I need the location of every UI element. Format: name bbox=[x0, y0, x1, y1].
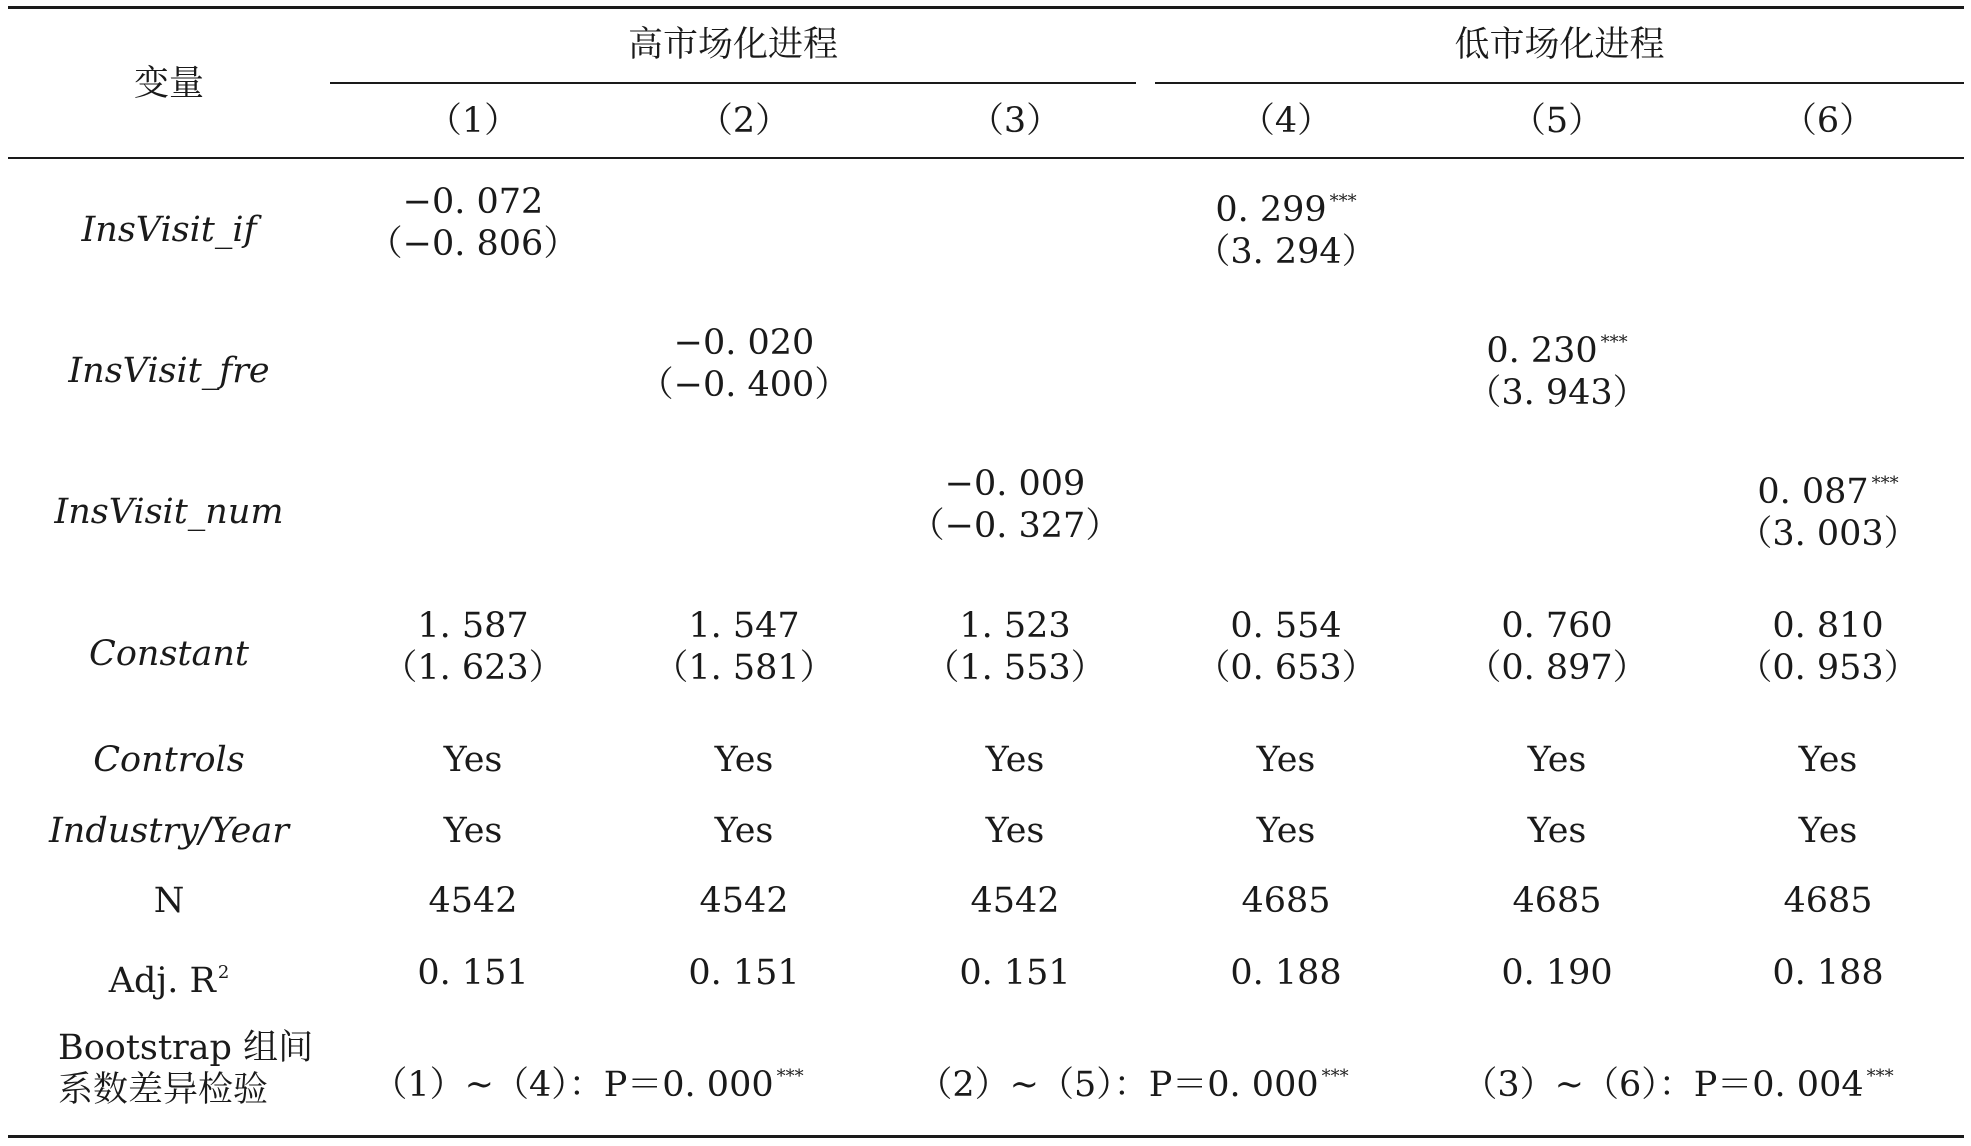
column-header-6: （6） bbox=[1781, 101, 1875, 141]
significance-stars: *** bbox=[776, 1066, 804, 1087]
constant-col3 bbox=[880, 605, 1150, 689]
coefficient: 1. 587 bbox=[417, 606, 529, 646]
bottom-rule bbox=[8, 1135, 1964, 1138]
constant-col5 bbox=[1422, 605, 1692, 689]
regression-table bbox=[8, 0, 1964, 1146]
row-label-bootstrap bbox=[58, 1027, 328, 1111]
significance-stars: *** bbox=[1329, 191, 1357, 212]
n-col2: 4542 bbox=[699, 881, 789, 921]
group-high-underline bbox=[330, 82, 1136, 84]
row-label-adj-r2 bbox=[8, 952, 330, 1002]
controls-col5: Yes bbox=[1527, 740, 1587, 780]
coefficient: 1. 547 bbox=[688, 606, 800, 646]
coefficient: 0. 087 bbox=[1757, 472, 1869, 512]
bootstrap-test-text: （3）~（6）：P＝0. 004 bbox=[1462, 1065, 1864, 1105]
constant-col2 bbox=[609, 605, 879, 689]
t-statistic: （1. 581） bbox=[653, 648, 835, 688]
coefficient: 0. 760 bbox=[1501, 606, 1613, 646]
controls-col4: Yes bbox=[1256, 740, 1316, 780]
constant-col4 bbox=[1151, 605, 1421, 689]
t-statistic: （0. 653） bbox=[1195, 648, 1377, 688]
column-header-2: （2） bbox=[697, 101, 791, 141]
industry-year-col1: Yes bbox=[443, 811, 503, 851]
n-col6: 4685 bbox=[1783, 881, 1873, 921]
t-statistic: （3. 003） bbox=[1737, 514, 1919, 554]
adj-r2-col6: 0. 188 bbox=[1772, 953, 1884, 993]
t-statistic: （3. 294） bbox=[1195, 232, 1377, 272]
coefficient: 0. 554 bbox=[1230, 606, 1342, 646]
row-label-insvisit-num: InsVisit_num bbox=[54, 492, 284, 532]
n-col3: 4542 bbox=[970, 881, 1060, 921]
controls-col1: Yes bbox=[443, 740, 503, 780]
bootstrap-test-1 bbox=[348, 1056, 828, 1106]
t-statistic: （−0. 400） bbox=[638, 365, 850, 405]
adj-r2-col1: 0. 151 bbox=[417, 953, 529, 993]
industry-year-col6: Yes bbox=[1798, 811, 1858, 851]
controls-col6: Yes bbox=[1798, 740, 1858, 780]
group-low-underline bbox=[1155, 82, 1964, 84]
insvisit-if-col4 bbox=[1151, 181, 1421, 273]
significance-stars: *** bbox=[1600, 332, 1628, 353]
header-rule bbox=[8, 157, 1964, 159]
insvisit-fre-col5 bbox=[1422, 322, 1692, 414]
coefficient: 0. 810 bbox=[1772, 606, 1884, 646]
t-statistic: （−0. 806） bbox=[367, 224, 579, 264]
t-statistic: （1. 623） bbox=[382, 648, 564, 688]
adj-r2-col4: 0. 188 bbox=[1230, 953, 1342, 993]
n-col5: 4685 bbox=[1512, 881, 1602, 921]
coefficient: −0. 009 bbox=[944, 464, 1086, 504]
column-header-1: （1） bbox=[426, 101, 520, 141]
row-label-industry-year: Industry/Year bbox=[48, 811, 289, 851]
bootstrap-label-line2: 系数差异检验 bbox=[58, 1070, 269, 1110]
t-statistic: （0. 953） bbox=[1737, 648, 1919, 688]
coefficient: 0. 299 bbox=[1215, 190, 1327, 230]
adj-r2-col2: 0. 151 bbox=[688, 953, 800, 993]
industry-year-col3: Yes bbox=[985, 811, 1045, 851]
insvisit-if-col1 bbox=[338, 181, 608, 265]
n-col1: 4542 bbox=[428, 881, 518, 921]
row-label-controls: Controls bbox=[93, 740, 245, 780]
variable-header: 变量 bbox=[133, 64, 204, 104]
row-label-constant: Constant bbox=[89, 634, 249, 674]
significance-stars: *** bbox=[1321, 1066, 1349, 1087]
bootstrap-test-text: （1）~（4）：P＝0. 000 bbox=[372, 1065, 774, 1105]
coefficient: −0. 072 bbox=[402, 182, 544, 222]
adj-r2-col3: 0. 151 bbox=[959, 953, 1071, 993]
adj-r2-col5: 0. 190 bbox=[1501, 953, 1613, 993]
industry-year-col4: Yes bbox=[1256, 811, 1316, 851]
controls-col3: Yes bbox=[985, 740, 1045, 780]
coefficient: 1. 523 bbox=[959, 606, 1071, 646]
bootstrap-label-line1: Bootstrap 组间 bbox=[58, 1028, 314, 1068]
significance-stars: *** bbox=[1866, 1066, 1894, 1087]
column-header-3: （3） bbox=[968, 101, 1062, 141]
industry-year-col5: Yes bbox=[1527, 811, 1587, 851]
adj-r2-text: Adj. R bbox=[108, 961, 216, 1001]
bootstrap-test-text: （2）~（5）：P＝0. 000 bbox=[917, 1065, 1319, 1105]
t-statistic: （1. 553） bbox=[924, 648, 1106, 688]
bootstrap-test-2 bbox=[893, 1056, 1373, 1106]
significance-stars: *** bbox=[1871, 473, 1899, 494]
insvisit-num-col3 bbox=[880, 463, 1150, 547]
constant-col6 bbox=[1693, 605, 1963, 689]
insvisit-fre-col2 bbox=[609, 322, 879, 406]
constant-col1 bbox=[338, 605, 608, 689]
n-col4: 4685 bbox=[1241, 881, 1331, 921]
row-label-insvisit-if: InsVisit_if bbox=[81, 210, 257, 250]
row-label-insvisit-fre: InsVisit_fre bbox=[68, 351, 270, 391]
controls-col2: Yes bbox=[714, 740, 774, 780]
coefficient: 0. 230 bbox=[1486, 331, 1598, 371]
group-low-header: 低市场化进程 bbox=[1454, 25, 1665, 65]
t-statistic: （0. 897） bbox=[1466, 648, 1648, 688]
bootstrap-test-3 bbox=[1438, 1056, 1918, 1106]
adj-r2-superscript: 2 bbox=[217, 962, 230, 983]
t-statistic: （−0. 327） bbox=[909, 506, 1121, 546]
t-statistic: （3. 943） bbox=[1466, 373, 1648, 413]
group-high-header: 高市场化进程 bbox=[627, 25, 838, 65]
insvisit-num-col6 bbox=[1693, 463, 1963, 555]
column-header-4: （4） bbox=[1239, 101, 1333, 141]
top-rule bbox=[8, 6, 1964, 9]
industry-year-col2: Yes bbox=[714, 811, 774, 851]
coefficient: −0. 020 bbox=[673, 323, 815, 363]
row-label-n: N bbox=[153, 881, 185, 921]
column-header-5: （5） bbox=[1510, 101, 1604, 141]
